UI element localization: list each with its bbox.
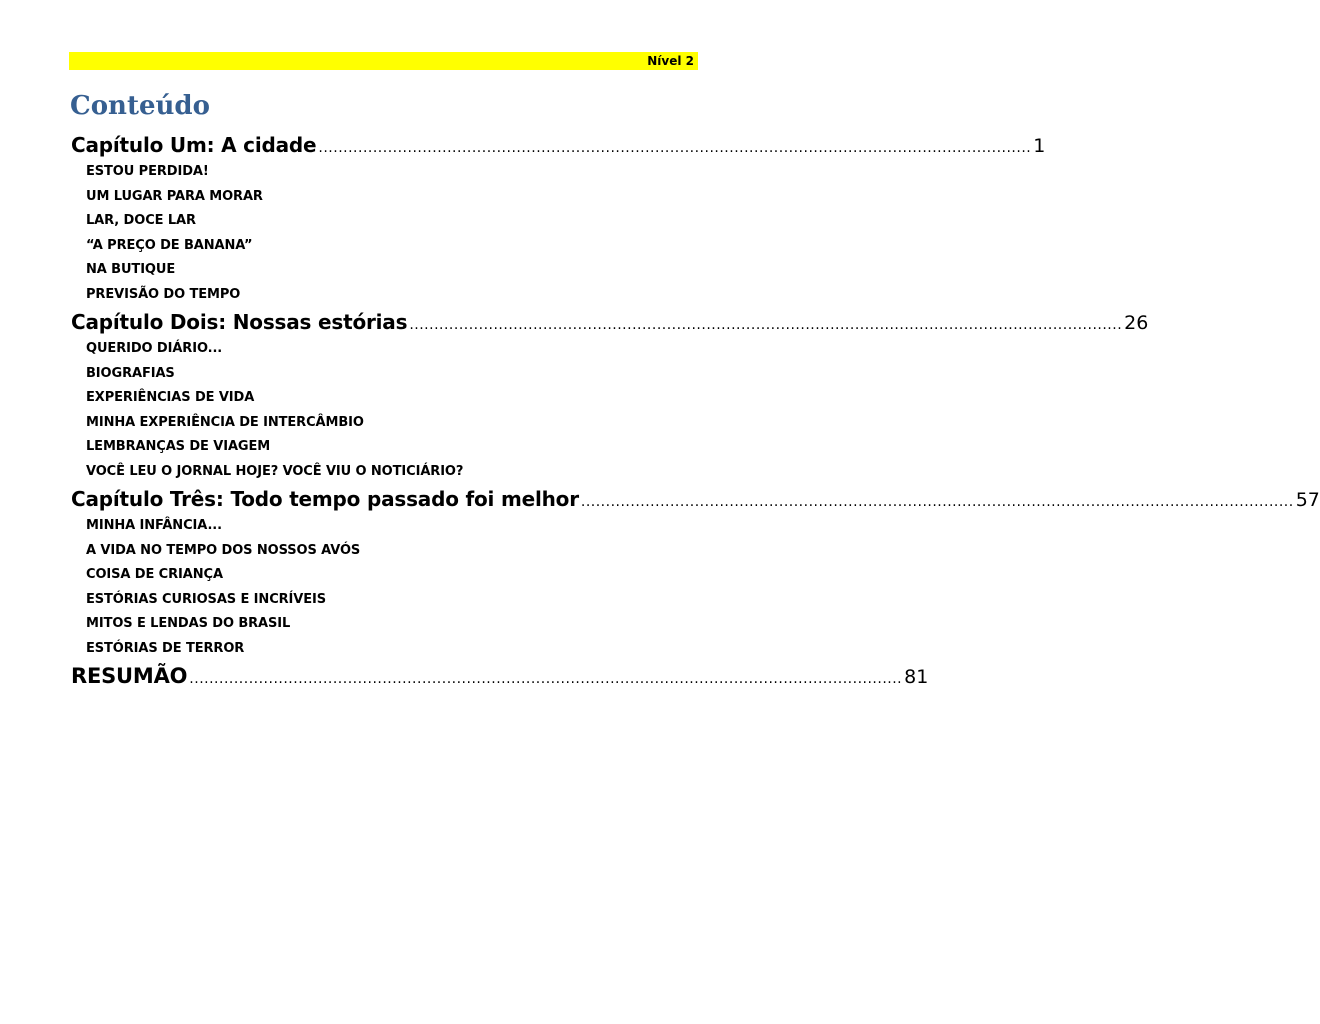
level-banner — [69, 52, 698, 70]
toc-section-item[interactable]: MITOS E LENDAS DO BRASIL — [86, 616, 291, 631]
level-label: Nível 2 — [647, 54, 694, 68]
toc-section-item[interactable]: A VIDA NO TEMPO DOS NOSSOS AVÓS — [86, 542, 361, 558]
toc-section-item[interactable]: “A PREÇO DE BANANA” — [86, 237, 253, 253]
toc-section-item[interactable]: PREVISÃO DO TEMPO — [86, 286, 241, 302]
chapter-page-number: 57 — [1295, 489, 1320, 511]
toc-section-item[interactable]: EXPERIÊNCIAS DE VIDA — [86, 390, 255, 405]
toc-section-item[interactable]: BIOGRAFIAS — [86, 365, 175, 381]
toc-section-item[interactable]: MINHA INFÂNCIA... — [86, 518, 222, 533]
chapter-title: Capítulo Um: A cidade — [71, 133, 317, 157]
toc-chapter-3[interactable] — [71, 484, 1320, 514]
toc-section-item[interactable]: MINHA EXPERIÊNCIA DE INTERCÂMBIO — [86, 414, 364, 430]
summary-title: RESUMÃO — [71, 664, 188, 688]
toc-section-item[interactable]: QUERIDO DIÁRIO... — [86, 341, 223, 356]
toc-section-item[interactable]: VOCÊ LEU O JORNAL HOJE? VOCÊ VIU O NOTICIÁRIO? — [86, 463, 464, 479]
chapter-title: Capítulo Três: Todo tempo passado foi melhor — [71, 487, 579, 511]
toc-section-item[interactable]: ESTÓRIAS DE TERROR — [86, 640, 245, 656]
dot-leader: ................................................................................................................................................ — [189, 671, 903, 687]
toc-section-item[interactable]: COISA DE CRIANÇA — [86, 567, 223, 582]
chapter-page-number: 1 — [1033, 135, 1046, 157]
toc-section-item[interactable]: ESTÓRIAS CURIOSAS E INCRÍVEIS — [86, 591, 327, 607]
dot-leader: ................................................................................................................................................ — [409, 317, 1123, 333]
dot-leader: ................................................................................................................................................ — [318, 140, 1032, 156]
toc-chapter-2[interactable] — [71, 307, 1149, 337]
toc-summary[interactable] — [71, 661, 929, 691]
chapter-title: Capítulo Dois: Nossas estórias — [71, 310, 408, 334]
toc-section-item[interactable]: ESTOU PERDIDA! — [86, 164, 209, 179]
chapter-2-sections — [71, 337, 697, 484]
summary-page-number: 81 — [904, 666, 929, 688]
toc-section-item[interactable]: LAR, DOCE LAR — [86, 213, 196, 228]
chapter-1-sections — [71, 160, 697, 307]
toc-chapter-1[interactable] — [71, 130, 1046, 160]
chapter-3-sections — [71, 514, 697, 661]
toc-section-item[interactable]: NA BUTIQUE — [86, 262, 176, 277]
table-of-contents — [71, 130, 1320, 691]
toc-section-item[interactable]: LEMBRANÇAS DE VIAGEM — [86, 439, 271, 454]
dot-leader: ................................................................................................................................................ — [580, 494, 1294, 510]
toc-heading: Conteúdo — [70, 91, 210, 121]
chapter-page-number: 26 — [1124, 312, 1149, 334]
toc-section-item[interactable]: UM LUGAR PARA MORAR — [86, 188, 263, 204]
